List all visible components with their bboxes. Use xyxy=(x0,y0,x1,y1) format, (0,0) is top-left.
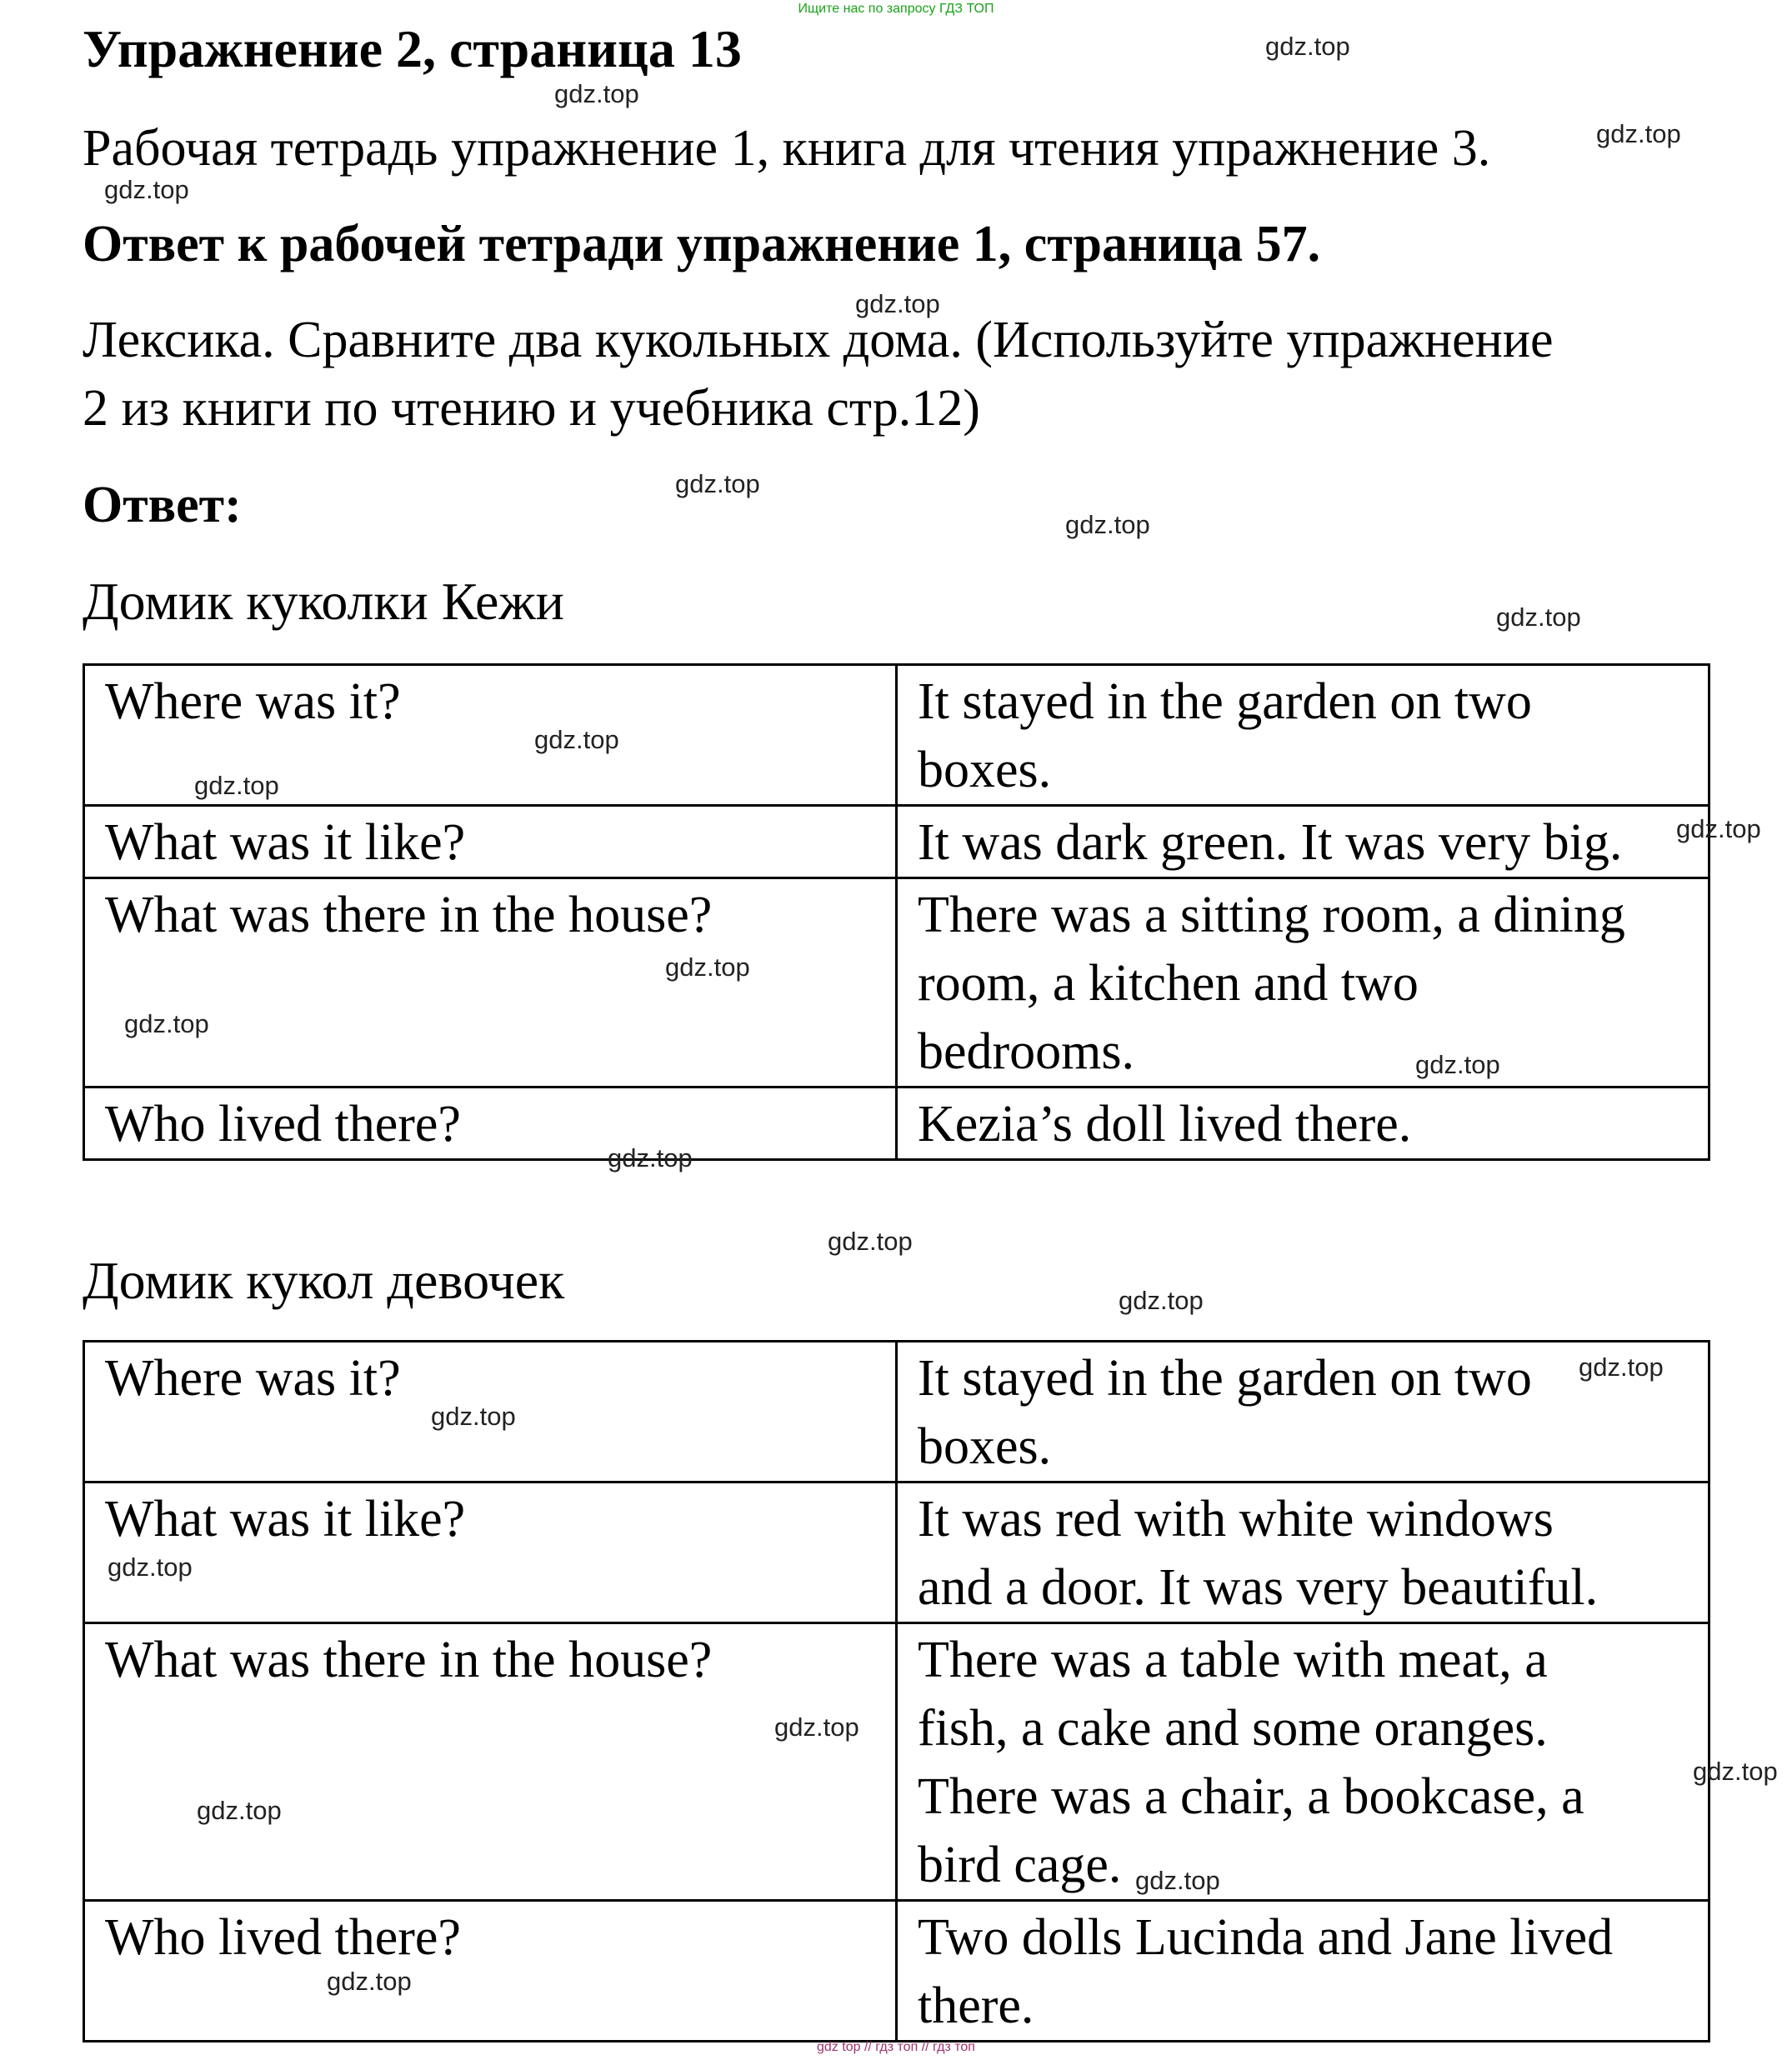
answer-label: Ответ: xyxy=(83,477,242,533)
page-title: Упражнение 2, страница 13 xyxy=(83,19,742,78)
answer-cell: There was a table with meat, a fish, a cake and some oranges. There was a chair, a bookcase, a bird cage. xyxy=(897,1623,1709,1901)
watermark-text: gdz.top xyxy=(1119,1286,1204,1315)
table-row xyxy=(84,1088,1709,1160)
watermark-text: gdz.top xyxy=(1579,1352,1664,1382)
task-line-1: Лексика. Сравните два кукольных дома. (Используйте упражнение xyxy=(83,312,1554,368)
watermark-text: gdz.top xyxy=(534,725,619,754)
answer-cell: It stayed in the garden on two boxes. xyxy=(897,665,1709,806)
question-cell: Who lived there? xyxy=(84,1901,897,2042)
watermark-text: gdz.top xyxy=(855,289,940,318)
watermark-text: gdz.top xyxy=(828,1227,913,1256)
answer-cell: Kezia’s doll lived there. xyxy=(897,1088,1709,1160)
watermark-text: gdz.top xyxy=(1065,510,1150,539)
table-row xyxy=(84,1342,1709,1482)
watermark-text: gdz.top xyxy=(665,952,750,982)
watermark-text: gdz.top xyxy=(124,1009,209,1038)
answer-cell: It was red with white windows and a door. It was very beautiful. xyxy=(897,1482,1709,1623)
answer-cell: There was a sitting room, a dining room, a kitchen and two bedrooms. xyxy=(897,878,1709,1088)
watermark-text: gdz.top xyxy=(194,771,279,800)
promo-bottom-note: gdz top // гдз топ // гдз топ xyxy=(817,2040,975,2054)
watermark-text: gdz.top xyxy=(1496,602,1581,632)
watermark-text: gdz.top xyxy=(1596,119,1681,148)
watermark-text: gdz.top xyxy=(1265,32,1350,61)
watermark-text: gdz.top xyxy=(1693,1757,1778,1786)
watermark-text: gdz.top xyxy=(774,1712,859,1742)
kezia-house-table xyxy=(83,663,1710,1161)
watermark-text: gdz.top xyxy=(1135,1866,1220,1895)
question-cell: What was it like? xyxy=(84,1482,897,1623)
watermark-text: gdz.top xyxy=(1415,1050,1500,1079)
question-cell: What was there in the house? xyxy=(84,1623,897,1901)
workbook-subtitle: Рабочая тетрадь упражнение 1, книга для чтения упражнение 3. xyxy=(83,120,1491,177)
question-cell: What was it like? xyxy=(84,806,897,878)
question-cell: What was there in the house? xyxy=(84,878,897,1088)
table-row xyxy=(84,1623,1709,1901)
watermark-text: gdz.top xyxy=(431,1402,516,1431)
watermark-text: gdz.top xyxy=(608,1143,693,1172)
watermark-text: gdz.top xyxy=(1676,814,1761,843)
watermark-text: gdz.top xyxy=(327,1967,412,1996)
answer-cell: It was dark green. It was very big. xyxy=(897,806,1709,878)
watermark-text: gdz.top xyxy=(104,175,189,204)
promo-top-note: Ищите нас по запросу ГДЗ ТОП xyxy=(798,2,994,16)
watermark-text: gdz.top xyxy=(108,1552,193,1582)
table-row xyxy=(84,665,1709,806)
answer-heading: Ответ к рабочей тетради упражнение 1, страница 57. xyxy=(83,216,1321,272)
answer-cell: Two dolls Lucinda and Jane lived there. xyxy=(897,1901,1709,2042)
task-line-2: 2 из книги по чтению и учебника стр.12) xyxy=(83,380,980,437)
question-cell: Where was it? xyxy=(84,665,897,806)
question-cell: Who lived there? xyxy=(84,1088,897,1160)
watermark-text: gdz.top xyxy=(675,469,760,498)
question-cell: Where was it? xyxy=(84,1342,897,1482)
girls-house-table xyxy=(83,1340,1710,2042)
answer-cell: It stayed in the garden on two boxes. xyxy=(897,1342,1709,1482)
table-row xyxy=(84,806,1709,878)
section-title-girls: Домик кукол девочек xyxy=(83,1251,565,1310)
section-title-kezia: Домик куколки Кежи xyxy=(83,572,564,631)
watermark-text: gdz.top xyxy=(554,79,639,108)
table-row xyxy=(84,1482,1709,1623)
watermark-text: gdz.top xyxy=(197,1796,282,1825)
